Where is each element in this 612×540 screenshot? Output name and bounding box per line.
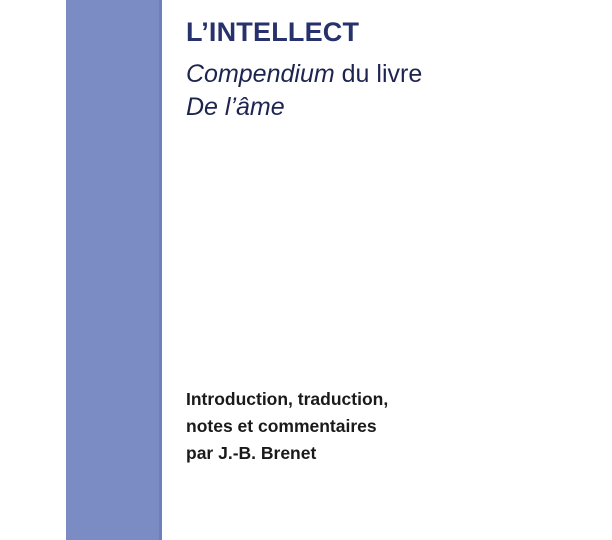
title-block [186,18,586,125]
cover-content [186,0,612,540]
decorative-blue-band-edge [159,0,162,540]
credit-line: par J.-B. Brenet [186,443,317,464]
credit-line: Introduction, traduction, [186,389,389,409]
decorative-blue-band [66,0,162,540]
credit-line: notes et commentaires [186,416,377,437]
book-subtitle-line-2 [186,91,586,125]
book-subtitle-compendium: Compendium [186,59,335,88]
book-subtitle-delame: De l’âme [186,93,285,122]
credits-block [186,386,566,467]
book-subtitle-line-1 [186,58,586,92]
book-subtitle-dulivre: du livre [334,59,423,88]
book-title: L’INTELLECT [186,17,360,47]
